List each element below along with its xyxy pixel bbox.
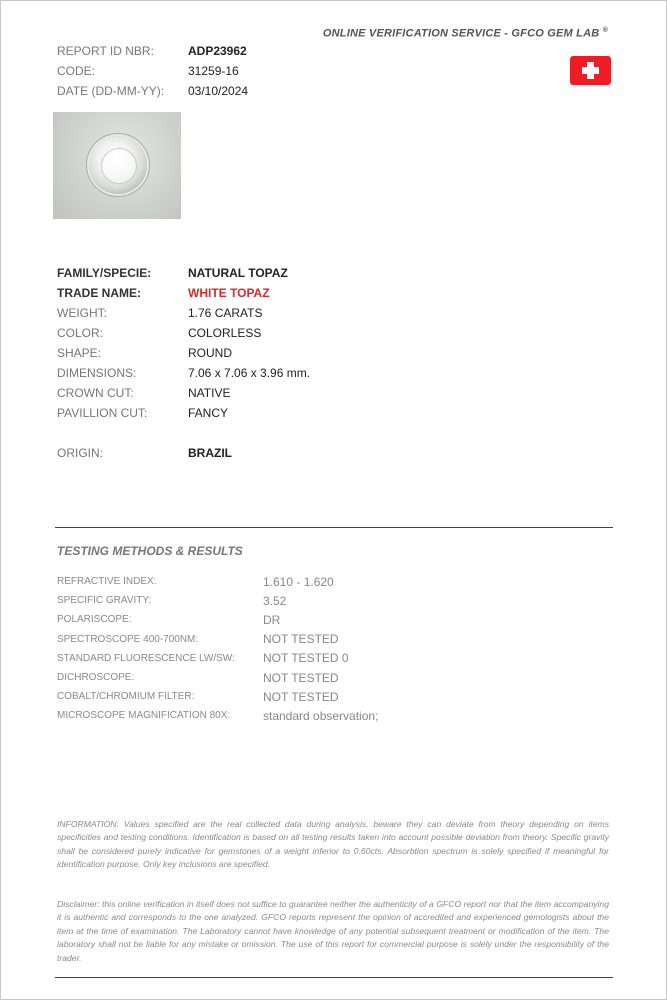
registered-mark: ® bbox=[602, 27, 608, 34]
test-row bbox=[57, 706, 378, 725]
report-id-value: ADP23962 bbox=[188, 44, 247, 58]
test-label: POLARISCOPE: bbox=[57, 614, 132, 626]
property-label: PAVILLION CUT: bbox=[57, 406, 148, 420]
test-row bbox=[57, 572, 378, 591]
pavillion-cut-value: FANCY bbox=[188, 406, 229, 420]
code-value: 31259-16 bbox=[188, 64, 239, 78]
test-row bbox=[57, 630, 378, 649]
test-row bbox=[57, 610, 378, 629]
report-meta bbox=[57, 44, 248, 104]
meta-label: CODE: bbox=[57, 64, 96, 78]
meta-label: REPORT ID NBR: bbox=[57, 44, 154, 58]
dimensions-value: 7.06 x 7.06 x 3.96 mm. bbox=[188, 366, 311, 380]
test-label: STANDARD FLUORESCENCE LW/SW: bbox=[57, 652, 235, 664]
test-value: NOT TESTED bbox=[263, 670, 339, 685]
property-label: DIMENSIONS: bbox=[57, 366, 137, 380]
date-value: 03/10/2024 bbox=[188, 84, 249, 98]
test-value: standard observation; bbox=[263, 708, 379, 723]
shape-value: ROUND bbox=[188, 346, 232, 360]
test-row bbox=[57, 649, 378, 668]
test-row bbox=[57, 591, 378, 610]
property-row bbox=[57, 263, 310, 283]
service-title: ONLINE VERIFICATION SERVICE - GFCO GEM LAB bbox=[322, 27, 600, 40]
test-label: COBALT/CHROMIUM FILTER: bbox=[57, 691, 195, 703]
property-row bbox=[57, 383, 310, 403]
property-label: CROWN CUT: bbox=[57, 386, 134, 400]
information-note: INFORMATION: Values specified are the real collected data during analysis, beware they can deviate from theory depending on items specificities and testing conditions. Identification is based on all testing results taken into account possible deviation from theory. Specific gravity shall be considered purely indicative for gemstones of a weight inferior to 0.60cts. Absorbtion spectrum is solely specified if meaningful for identification purpose. Only key inclusions are specified. bbox=[57, 819, 609, 870]
property-row bbox=[57, 323, 310, 343]
species-value: NATURAL TOPAZ bbox=[188, 266, 288, 280]
test-label: DICHROSCOPE: bbox=[57, 672, 135, 684]
property-row bbox=[57, 303, 310, 323]
test-value: 1.610 - 1.620 bbox=[263, 574, 334, 589]
test-row bbox=[57, 668, 378, 687]
property-label: FAMILY/SPECIE: bbox=[57, 266, 152, 280]
gem-properties bbox=[57, 263, 310, 463]
property-label: ORIGIN: bbox=[57, 446, 104, 460]
property-label: TRADE NAME: bbox=[57, 286, 141, 300]
property-row bbox=[57, 343, 310, 363]
property-row bbox=[57, 403, 310, 423]
gemstone-image bbox=[89, 136, 147, 194]
test-label: REFRACTIVE INDEX: bbox=[57, 576, 157, 588]
test-value: NOT TESTED 0 bbox=[263, 651, 349, 666]
meta-row-date bbox=[57, 84, 248, 104]
meta-row-code bbox=[57, 64, 248, 84]
property-label: COLOR: bbox=[57, 326, 104, 340]
swiss-flag-icon bbox=[570, 56, 611, 85]
meta-row-report-id bbox=[57, 44, 248, 64]
color-value: COLORLESS bbox=[188, 326, 262, 340]
property-label: SHAPE: bbox=[57, 346, 102, 360]
footer-divider bbox=[55, 977, 613, 978]
origin-value: BRAZIL bbox=[188, 446, 232, 460]
test-label: MICROSCOPE MAGNIFICATION 80X: bbox=[57, 710, 231, 722]
service-header bbox=[323, 27, 608, 40]
property-row bbox=[57, 283, 310, 303]
crown-cut-value: NATIVE bbox=[188, 386, 231, 400]
testing-results bbox=[57, 572, 378, 726]
test-row bbox=[57, 687, 378, 706]
test-value: 3.52 bbox=[263, 593, 287, 608]
meta-label: DATE (DD-MM-YY): bbox=[57, 84, 165, 98]
gem-photo bbox=[53, 112, 181, 219]
section-divider bbox=[55, 527, 613, 528]
test-value: NOT TESTED bbox=[263, 632, 339, 647]
test-value: NOT TESTED bbox=[263, 689, 339, 704]
property-label: WEIGHT: bbox=[57, 306, 107, 320]
trade-name-value: WHITE TOPAZ bbox=[188, 286, 270, 300]
origin-row bbox=[57, 443, 310, 463]
disclaimer-note: Disclaimer: this online verification in itself does not suffice to guarantee neither the authenticity of a GFCO report nor that the item accompanying it is authentic and corresponds to the one analyzed. GFCO reports represent the opinion of accredited and experienced gemologists about the item at the time of examination. The Laboratory cannot have knowledge of any potential subsequent treatment or modification of the item. The laboratory shall not be liable for any mistake or omission. The use of this report for commercial purpose is solely under the responsibility of the trader. bbox=[57, 899, 609, 963]
test-value: DR bbox=[263, 612, 281, 627]
test-label: SPECIFIC GRAVITY: bbox=[57, 595, 152, 607]
property-row bbox=[57, 363, 310, 383]
weight-value: 1.76 CARATS bbox=[188, 306, 263, 320]
testing-section-title: TESTING METHODS & RESULTS bbox=[57, 544, 243, 558]
test-label: SPECTROSCOPE 400-700NM: bbox=[57, 633, 199, 645]
